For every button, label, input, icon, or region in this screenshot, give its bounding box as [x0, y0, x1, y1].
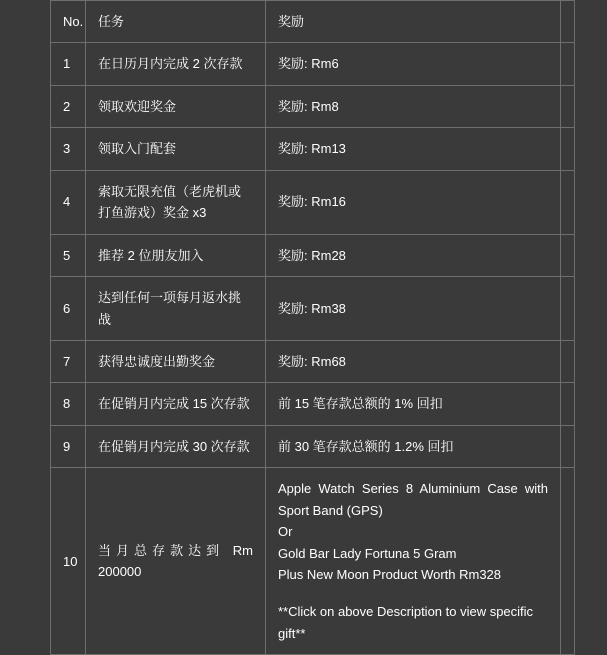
- table-edge-column: [561, 277, 575, 341]
- row-number: 9: [51, 425, 86, 467]
- table-edge-column: [561, 43, 575, 85]
- table-row: [51, 170, 575, 234]
- table-edge-column: [561, 383, 575, 425]
- row-number: 2: [51, 85, 86, 127]
- row-reward: 奖励: Rm6: [266, 43, 561, 85]
- row-reward: 奖励: Rm28: [266, 234, 561, 276]
- row-reward: 奖励: Rm38: [266, 277, 561, 341]
- row-task: 索取无限充值（老虎机或打鱼游戏）奖金 x3: [86, 170, 266, 234]
- table-edge-column: [561, 425, 575, 467]
- table-edge-column: [561, 128, 575, 170]
- column-header-task: 任务: [86, 1, 266, 43]
- column-header-no: No.: [51, 1, 86, 43]
- table-row: [51, 468, 575, 655]
- row-number: 5: [51, 234, 86, 276]
- row-number: 8: [51, 383, 86, 425]
- reward-line-bonus: Plus New Moon Product Worth Rm328: [278, 567, 502, 582]
- reward-line-gift-2: Gold Bar Lady Fortuna 5 Gram: [278, 545, 457, 561]
- row-number: 7: [51, 340, 86, 382]
- table-edge-column: [561, 340, 575, 382]
- row-task: 领取欢迎奖金: [86, 85, 266, 127]
- column-header-reward: 奖励: [266, 1, 561, 43]
- table-row: [51, 383, 575, 425]
- reward-table: [50, 0, 575, 655]
- row-task: 当月总存款达到 Rm 200000: [86, 468, 266, 655]
- table-edge-column: [561, 1, 575, 43]
- reward-line-spacer: [278, 585, 548, 601]
- row-reward: 奖励: Rm13: [266, 128, 561, 170]
- table-edge-column: [561, 234, 575, 276]
- row-number: 1: [51, 43, 86, 85]
- table-row: [51, 425, 575, 467]
- table-row: [51, 85, 575, 127]
- row-number: 3: [51, 128, 86, 170]
- table-row: [51, 277, 575, 341]
- row-number: 10: [51, 468, 86, 655]
- table-row: [51, 340, 575, 382]
- reward-line-note: **Click on above Description to view specific gift**: [278, 604, 534, 641]
- row-task: 达到任何一项每月返水挑战: [86, 277, 266, 341]
- row-reward: [266, 468, 561, 655]
- row-task: 获得忠诚度出勤奖金: [86, 340, 266, 382]
- row-reward: 前 15 笔存款总额的 1% 回扣: [266, 383, 561, 425]
- row-reward: 前 30 笔存款总额的 1.2% 回扣: [266, 425, 561, 467]
- table-edge-column: [561, 85, 575, 127]
- row-task: 在促销月内完成 30 次存款: [86, 425, 266, 467]
- row-reward: 奖励: Rm68: [266, 340, 561, 382]
- table-edge-column: [561, 170, 575, 234]
- reward-line-gift-1: Apple Watch Series 8 Aluminium Case with Sport Band (GPS): [278, 481, 548, 518]
- row-task: 在促销月内完成 15 次存款: [86, 383, 266, 425]
- row-number: 6: [51, 277, 86, 341]
- table-row: [51, 234, 575, 276]
- row-task: 领取入门配套: [86, 128, 266, 170]
- row-number: 4: [51, 170, 86, 234]
- reward-line-or: Or: [278, 524, 293, 540]
- table-header-row: [51, 1, 575, 43]
- row-reward: 奖励: Rm16: [266, 170, 561, 234]
- table-row: [51, 43, 575, 85]
- row-task: 在日历月内完成 2 次存款: [86, 43, 266, 85]
- row-reward: 奖励: Rm8: [266, 85, 561, 127]
- row-task: 推荐 2 位朋友加入: [86, 234, 266, 276]
- table-row: [51, 128, 575, 170]
- table-edge-column: [561, 468, 575, 655]
